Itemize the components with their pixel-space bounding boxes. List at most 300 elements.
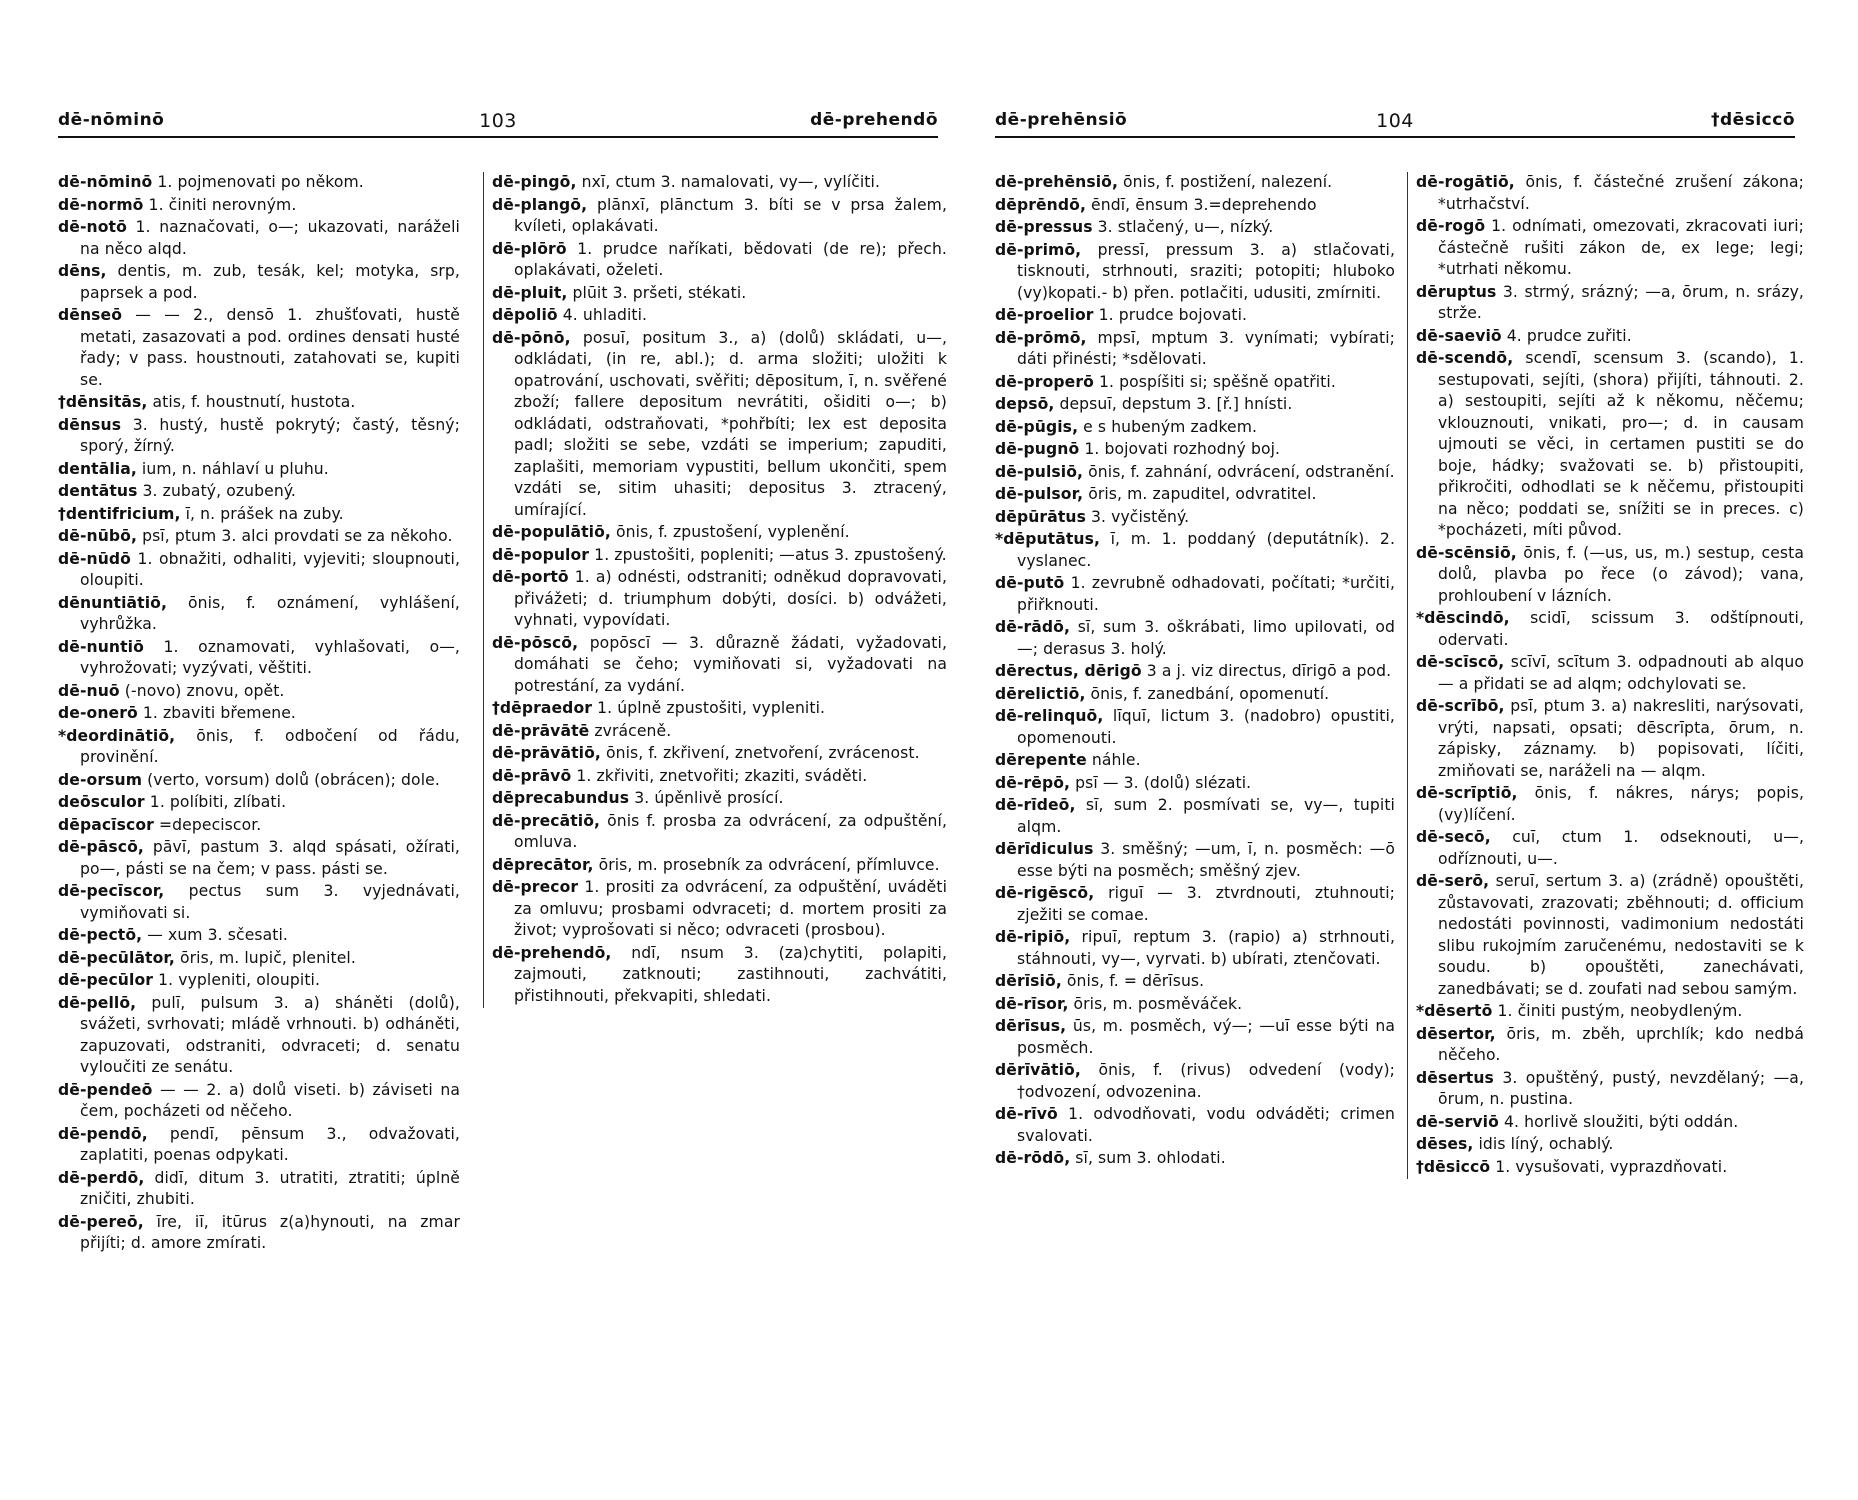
entry-headword: *dēsertō — [1416, 1002, 1493, 1020]
dictionary-entry — [995, 994, 1395, 1016]
entry-definition: ōnis, f. = dērīsus. — [1066, 972, 1205, 990]
dictionary-entry — [58, 815, 460, 837]
entry-headword: dē-serviō — [1416, 1112, 1499, 1131]
entry-definition: — — 2. a) dolů viseti. b) záviseti na čem, pocházeti od něčeho. — [80, 1080, 460, 1120]
entry-headword: dē-pūgis, — [995, 417, 1079, 436]
entry-headword: dē-nōminō — [58, 173, 153, 191]
entry-definition: e s hubeným zadkem. — [1083, 417, 1258, 436]
entry-headword: dēruptus — [1416, 282, 1497, 301]
entry-definition: līquī, lictum 3. (nadobro) opustiti, opomenouti. — [1017, 707, 1395, 747]
dictionary-entry — [1416, 543, 1804, 608]
entry-headword: dērepente — [995, 751, 1087, 769]
entry-definition: pulī, pulsum 3. a) sháněti (dolů), svážeti, svrhovati; mládě vrhnouti. b) odháněti, zapuzovati, odstraniti, odvraceti; d. senatu vyloučiti ze senátu. — [80, 993, 460, 1076]
column — [995, 172, 1395, 1171]
entry-headword: dē-populātiō, — [492, 523, 611, 541]
dictionary-entry — [58, 1168, 460, 1211]
entry-definition: (verto, vorsum) dolů (obrácen); dole. — [147, 770, 440, 789]
dictionary-entry — [492, 195, 947, 238]
entry-headword: dē-pecīscor, — [58, 882, 165, 900]
entry-headword: dē-plōrō — [492, 239, 567, 258]
dictionary-entry — [492, 788, 947, 810]
dictionary-entry — [58, 703, 460, 725]
page-header — [58, 110, 938, 138]
dictionary-entry — [995, 617, 1395, 660]
entry-definition: 1. zevrubně odhadovati, počítati; *určiti, přiřknouti. — [1017, 574, 1396, 614]
entry-definition: 1. vypleniti, oloupiti. — [158, 971, 321, 989]
dictionary-entry — [492, 239, 947, 282]
entry-headword: dē-prāvātē — [492, 721, 590, 740]
dictionary-entry — [995, 1148, 1395, 1170]
entry-headword: dērīsus, — [995, 1017, 1067, 1035]
dictionary-entry — [492, 305, 947, 327]
dictionary-entry — [492, 567, 947, 632]
entry-headword: dē-perdō, — [58, 1168, 145, 1187]
dictionary-entry — [995, 927, 1395, 970]
entry-definition: 1. vysušovati, vyprazdňovati. — [1495, 1157, 1728, 1176]
dictionary-entry — [58, 792, 460, 814]
entry-headword: dērectus, dērigō — [995, 662, 1142, 680]
entry-headword: dēses, — [1416, 1135, 1474, 1153]
entry-definition: 3. stlačený, u—, nízký. — [1097, 218, 1274, 236]
dictionary-entry — [58, 549, 460, 592]
entry-headword: dē-nuntiō — [58, 637, 144, 656]
dictionary-entry — [58, 305, 460, 391]
column — [1407, 172, 1804, 1179]
dictionary-entry — [1416, 652, 1804, 695]
entry-headword: dēpūrātus — [995, 507, 1086, 526]
entry-headword: dē-pressus — [995, 218, 1093, 236]
entry-definition: ōnis, f. zahnání, odvrácení, odstranění. — [1088, 462, 1395, 481]
dictionary-entry — [58, 172, 460, 194]
dictionary-entry — [492, 943, 947, 1008]
dictionary-entry — [492, 721, 947, 743]
entry-headword: dē-populor — [492, 545, 590, 564]
dictionary-entry — [1416, 216, 1804, 281]
dictionary-entry — [58, 415, 460, 458]
entry-definition: 1. zkřiviti, znetvořiti; zkaziti, sváděti. — [576, 766, 868, 785]
entry-definition: pectus sum 3. vyjednávati, vymiňovati si. — [80, 882, 460, 922]
entry-definition: =depeciscor. — [159, 815, 262, 834]
entry-headword: dē-portō — [492, 568, 569, 586]
dictionary-entry — [995, 240, 1395, 305]
entry-definition: ōnis, f. zkřivení, znetvoření, zvrácenost. — [605, 744, 920, 762]
dictionary-entry — [995, 328, 1395, 371]
dictionary-entry — [995, 1104, 1395, 1147]
header-guide-word-left: dē-nōminō — [58, 110, 165, 130]
entry-definition: plūit 3. pršeti, stékati. — [572, 283, 747, 302]
entry-headword: dē-pecūlātor, — [58, 948, 175, 967]
entry-definition: īre, iī, itūrus z(a)hynouti, na zmar přijíti; d. amore zmírati. — [80, 1212, 461, 1252]
entry-headword: †dēnsitās, — [58, 393, 148, 411]
dictionary-entry — [58, 392, 460, 414]
entry-headword: dē-prāvātiō, — [492, 744, 601, 762]
dictionary-entry — [1416, 1001, 1804, 1023]
entry-headword: dē-prehendō, — [492, 943, 612, 962]
entry-definition: idis líný, ochablý. — [1478, 1135, 1614, 1153]
entry-definition: zvráceně. — [594, 721, 672, 740]
entry-headword: dē-properō — [995, 372, 1094, 391]
entry-headword: dē-rēpō, — [995, 773, 1071, 792]
entry-headword: dē-normō — [58, 195, 144, 214]
header-guide-word-right: dē-prehendō — [810, 110, 938, 130]
entry-definition: scendī, scensum 3. (scando), 1. sestupovati, sejíti, (shora) přijíti, táhnouti. 2. a) sestoupiti, sejíti až k někomu, něčemu; vklouznouti, vnikati, pro—; d. in causam ujmouti se věci, in certamen pustiti se do boje, hádky; svažovati se. b) přistoupiti, přikročiti, odhodlati se k něčemu, přistoupiti na něco; poddati se, snížiti se in preces. c) *pocházeti, míti původ. — [1438, 349, 1804, 539]
dictionary-entry — [1416, 827, 1804, 870]
entry-headword: †dēpraedor — [492, 699, 593, 717]
entry-headword: *dēscindō, — [1416, 609, 1510, 627]
dictionary-entry — [58, 925, 460, 947]
dictionary-entry — [58, 217, 460, 260]
entry-headword: †dēsiccō — [1416, 1157, 1491, 1176]
entry-headword: dēns, — [58, 262, 107, 280]
entry-headword: dē-pāscō, — [58, 838, 144, 856]
dictionary-entry — [995, 684, 1395, 706]
dictionary-entry — [1416, 871, 1804, 1000]
entry-definition: 1. prositi za odvrácení, za odpuštění, uváděti za omluvu; prosbami odvraceti; d. mortem prositi za život; vyprošovati si něco; odvraceti (prosbou). — [514, 878, 948, 939]
entry-definition: scīvī, scītum 3. odpadnouti ab alquo — a přidati se ad alqm; odchylovati se. — [1438, 653, 1804, 693]
entry-definition: 1. odnímati, omezovati, zkracovati iuri; částečně rušiti zákon de, ex lege; legi; *utrhati někomu. — [1438, 217, 1804, 278]
dictionary-entry — [995, 573, 1395, 616]
entry-headword: dē-rogō — [1416, 217, 1486, 235]
entry-definition: 1. pojmenovati po někom. — [157, 173, 364, 191]
entry-headword: dē-pluit, — [492, 283, 568, 302]
entry-headword: †dentifricium, — [58, 504, 181, 523]
dictionary-entry — [58, 526, 460, 548]
entry-headword: de-orsum — [58, 770, 143, 789]
entry-definition: depsuī, depstum 3. [ř.] hnísti. — [1059, 395, 1293, 413]
entry-definition: popōscī — 3. důrazně žádati, vyžadovati, domáhati se čeho; vymiňovati si, vyžadovati na potrestání, za vydání. — [514, 633, 948, 695]
dictionary-entry — [995, 773, 1395, 795]
dictionary-entry — [995, 1060, 1395, 1103]
entry-headword: dēpoliō — [492, 306, 558, 324]
header-guide-word-right: †dēsiccō — [1711, 110, 1795, 130]
dictionary-entry — [995, 839, 1395, 882]
entry-headword: dē-pulsiō, — [995, 462, 1084, 481]
entry-definition: ōnis, f. odbočení od řádu, provinění. — [80, 726, 460, 766]
dictionary-entry — [58, 481, 460, 503]
entry-headword: dē-precor — [492, 878, 579, 896]
entry-definition: ōnis, f. oznámení, vyhlášení, vyhrůžka. — [80, 593, 460, 633]
dictionary-entry — [995, 372, 1395, 394]
entry-definition: pressī, pressum 3. a) stlačovati, tisknouti, strhnouti, sraziti; potopiti; hluboko (vy)kopati.- b) přen. potlačiti, udusiti, zmírniti. — [1017, 240, 1396, 302]
dictionary-entry — [58, 881, 460, 924]
page-number: 104 — [1376, 110, 1414, 132]
entry-definition: ōris, m. posměváček. — [1073, 994, 1243, 1013]
entry-headword: dē-notō — [58, 218, 127, 236]
entry-headword: dē-precātiō, — [492, 811, 601, 830]
entry-definition: 1. prudce bojovati. — [1098, 306, 1248, 324]
entry-definition: nxī, ctum 3. namalovati, vy—, vylíčiti. — [581, 173, 881, 191]
entry-definition: pendī, pēnsum 3., odvažovati, zaplatiti, poenas odpykati. — [80, 1124, 460, 1164]
entry-definition: 3. směšný; —um, ī, n. posměch: —ō esse býti na posměch; směšný zjev. — [1017, 840, 1396, 880]
dictionary-entry — [58, 637, 460, 680]
dictionary-entry — [1416, 1134, 1804, 1156]
entry-definition: 1. políbiti, zlíbati. — [149, 793, 287, 811]
dictionary-entry — [492, 328, 947, 522]
entry-definition: ōnis, f. nákres, nárys; popis, (vy)líčení. — [1438, 784, 1804, 824]
dictionary-entry — [1416, 282, 1804, 325]
entry-definition: cuī, ctum 1. odseknouti, u—, odříznouti, u—. — [1438, 828, 1805, 868]
entry-headword: depsō, — [995, 395, 1055, 413]
dictionary-entry — [492, 855, 947, 877]
entry-headword: dēnsus — [58, 415, 122, 434]
entry-definition: 1. odvodňovati, vodu odváděti; crimen svalovati. — [1017, 1105, 1395, 1145]
dictionary-entry — [995, 750, 1395, 772]
dictionary-entry — [1416, 348, 1804, 542]
dictionary-entry — [995, 661, 1395, 683]
dictionary-entry — [58, 459, 460, 481]
entry-headword: dē-pugnō — [995, 440, 1080, 458]
entry-headword: dē-rīdeō, — [995, 796, 1076, 814]
entry-definition: 3. vyčistěný. — [1091, 507, 1190, 526]
entry-definition: 1. činiti nerovným. — [148, 195, 297, 214]
entry-definition: 1. zbaviti břemene. — [142, 704, 296, 722]
entry-definition: psī — 3. (dolů) slézati. — [1075, 773, 1252, 792]
dictionary-entry — [1416, 326, 1804, 348]
entry-definition: 1. oznamovati, vyhlašovati, o—, vyhrožovati; vyzývati, věštiti. — [80, 637, 460, 677]
dictionary-entry — [995, 305, 1395, 327]
dictionary-entry — [58, 837, 460, 880]
dictionary-entry — [492, 172, 947, 194]
entry-definition: 4. horlivě sloužiti, býti oddán. — [1503, 1112, 1739, 1131]
entry-headword: dē-rōdō, — [995, 1149, 1071, 1167]
entry-headword: *dēputātus, — [995, 530, 1100, 548]
entry-definition: 1. činiti pustým, neobydleným. — [1497, 1002, 1743, 1020]
dictionary-entry — [995, 1016, 1395, 1059]
dictionary-entry — [492, 283, 947, 305]
entry-definition: psī, ptum 3. alci provdati se za někoho. — [142, 527, 453, 545]
entry-headword: dē-pendeō — [58, 1080, 153, 1099]
entry-headword: dērīvātiō, — [995, 1061, 1081, 1079]
dictionary-entry — [995, 439, 1395, 461]
entry-definition: 4. prudce zuřiti. — [1506, 326, 1632, 345]
dictionary-entry — [58, 1080, 460, 1123]
entry-headword: dē-plangō, — [492, 195, 588, 214]
entry-definition: ōnis f. prosba za odvrácení, za odpuštění, omluva. — [514, 811, 947, 851]
page-number: 103 — [479, 110, 517, 132]
entry-definition: plānxī, plānctum 3. bíti se v prsa žalem, kvíleti, oplakávati. — [514, 195, 947, 235]
entry-definition: psī, ptum 3. a) nakresliti, narýsovati, vrýti, napsati, opsati; dēscrīpta, ōrum, n. zápisky, záznamy. b) popisovati, líčiti, zmiňovati se, naráželi na — alqm. — [1438, 697, 1804, 780]
entry-headword: dē-rigēscō, — [995, 884, 1095, 902]
entry-definition: (-novo) znovu, opět. — [124, 681, 285, 700]
entry-definition: 1. naznačovati, o—; ukazovati, naráželi na něco alqd. — [80, 218, 460, 258]
entry-headword: dēnseō — [58, 306, 123, 324]
entry-headword: dē-rīsor, — [995, 994, 1069, 1013]
entry-headword: dē-pōnō, — [492, 328, 571, 347]
entry-headword: dēsertus — [1416, 1068, 1494, 1087]
dictionary-entry — [1416, 783, 1804, 826]
dictionary-entry — [995, 883, 1395, 926]
dictionary-entry — [995, 394, 1395, 416]
dictionary-entry — [995, 971, 1395, 993]
entry-definition: posuī, positum 3., a) (dolů) skládati, u—, odkládati, (in re, abl.); d. arma složiti; uložiti k opatrování, uschovati, svěřiti; dēpositum, ī, n. svěřené zboží; fallere depositum nevrátiti, ošiditi o—; b) odkládati, odstraňovati, *pohřbíti; lex est deposita padl; složiti se sebe, vzdáti se imperium; zapuditi, zaplašiti, memoriam vypustiti, bellum ukončiti, spem vzdáti se, sitim uhasiti; depositus 3. ztracený, umírající. — [514, 328, 948, 519]
entry-definition: 3 a j. viz directus, dīrigō a pod. — [1146, 662, 1392, 680]
dictionary-entry — [492, 743, 947, 765]
dictionary-entry — [492, 877, 947, 942]
entry-definition: ōris, m. zapuditel, odvratitel. — [1088, 485, 1317, 503]
dictionary-entry — [58, 593, 460, 636]
dictionary-entry — [995, 795, 1395, 838]
entry-headword: dē-secō, — [1416, 828, 1491, 846]
dictionary-entry — [58, 726, 460, 769]
entry-definition: didī, ditum 3. utratiti, ztratiti; úplně zničiti, zhubiti. — [80, 1168, 460, 1208]
entry-headword: dē-ripiō, — [995, 928, 1071, 946]
entry-definition: riguī — 3. ztvrdnouti, ztuhnouti; zježiti se comae. — [1017, 884, 1395, 924]
entry-headword: dē-pendō, — [58, 1124, 148, 1143]
entry-definition: ōnis, f. zpustošení, vyplenění. — [616, 523, 850, 541]
entry-definition: — — 2., densō 1. zhušťovati, hustě metati, zasazovati a pod. ordines densati husté řady; v pass. houstnouti, zatahovati se, kupiti se. — [80, 306, 460, 389]
entry-headword: dē-pecūlor — [58, 971, 154, 989]
entry-definition: seruī, sertum 3. a) (zrádně) opouštěti, zůstavovati, zrazovati; zběhnouti; d. officium nedostáti povinnosti, vadimonium nedostáti slibu rukojmím zaručenému, nedostaviti se k soudu. b) opouštěti, zanechávati, zanedbávati; se d. zoufati nad sebou samým. — [1438, 872, 1804, 998]
entry-definition: sī, sum 3. ohlodati. — [1075, 1149, 1226, 1167]
entry-definition: — xum 3. sčesati. — [147, 926, 288, 944]
dictionary-entry — [492, 811, 947, 854]
entry-definition: ium, n. náhlaví u pluhu. — [141, 459, 329, 478]
entry-headword: dērīsiō, — [995, 972, 1062, 990]
dictionary-entry — [1416, 1024, 1804, 1067]
entry-headword: dēnuntiātiō, — [58, 593, 168, 612]
entry-headword: dēprecabundus — [492, 789, 630, 807]
dictionary-entry — [995, 172, 1395, 194]
column — [58, 172, 460, 1256]
dictionary-entry — [58, 1124, 460, 1167]
entry-headword: dēprecātor, — [492, 855, 594, 874]
entry-definition: náhle. — [1091, 751, 1141, 769]
dictionary-entry — [492, 522, 947, 544]
entry-definition: mpsī, mptum 3. vynímati; vybírati; dáti přinésti; *sdělovati. — [1017, 328, 1396, 368]
page-left — [58, 0, 948, 1500]
entry-definition: ōnis, f. (—us, us, m.) sestup, cesta dolů, plavba po řece (o závod); vana, prohloubení v lázních. — [1438, 543, 1804, 605]
entry-definition: ōnis, f. (rivus) odvedení (vody); †odvození, odvozenina. — [1017, 1061, 1395, 1101]
entry-headword: dē-rīvō — [995, 1105, 1058, 1123]
entry-definition: ī, n. prášek na zuby. — [185, 504, 344, 523]
entry-definition: ōris, m. prosebník za odvrácení, přímluvce. — [598, 855, 940, 874]
entry-definition: 3. úpěnlivě prosící. — [634, 789, 784, 807]
entry-headword: dē-nūdō — [58, 549, 131, 568]
entry-definition: ōnis, f. postižení, nalezení. — [1123, 173, 1333, 191]
entry-definition: ndī, nsum 3. (za)chytiti, polapiti, zajmouti, zatknouti; zastihnouti, zachvátiti, přistihnouti, překvapiti, shledati. — [514, 943, 947, 1005]
entry-headword: dē-saeviō — [1416, 326, 1502, 345]
entry-definition: ōris, m. lupič, plenitel. — [180, 948, 356, 967]
entry-headword: dē-prehēnsiō, — [995, 173, 1118, 191]
entry-definition: sī, sum 2. posmívati se, vy—, tupiti alqm. — [1017, 796, 1395, 836]
entry-headword: dē-scrībō, — [1416, 697, 1505, 715]
entry-definition: atis, f. houstnutí, hustota. — [152, 393, 356, 411]
entry-headword: dē-scrīptiō, — [1416, 784, 1518, 802]
entry-definition: 3. opuštěný, pustý, nevzdělaný; —a, ōrum, n. pustina. — [1438, 1068, 1805, 1108]
entry-headword: dē-scēnsiō, — [1416, 543, 1517, 562]
header-guide-word-left: dē-prehēnsiō — [995, 110, 1128, 130]
dictionary-entry — [492, 633, 947, 698]
dictionary-entry — [1416, 1157, 1804, 1179]
entry-definition: 1. a) odnésti, odstraniti; odněkud dopravovati, přivážeti; d. triumphum dobýti, dosíci. b) odvážeti, vyhnati, vypovídati. — [514, 568, 948, 629]
entry-definition: sī, sum 3. oškrábati, limo upilovati, od—; derasus 3. holý. — [1017, 618, 1395, 658]
dictionary-entry — [58, 993, 460, 1079]
entry-headword: dē-relinquō, — [995, 707, 1104, 725]
dictionary-entry — [1416, 1068, 1804, 1111]
entry-definition: ripuī, reptum 3. (rapio) a) strhnouti, stáhnouti, vy—, vyrvati. b) ubírati, ztenčovati. — [1017, 928, 1395, 968]
entry-headword: dē-prāvō — [492, 766, 572, 785]
entry-definition: ī, m. 1. poddaný (deputátník). 2. vyslanec. — [1017, 530, 1396, 570]
dictionary-entry — [1416, 172, 1804, 215]
entry-headword: dērelictiō, — [995, 684, 1086, 703]
entry-headword: dē-rogātiō, — [1416, 173, 1515, 191]
dictionary-entry — [995, 529, 1395, 572]
entry-definition: 1. pospíšiti si; spěšně opatřiti. — [1098, 372, 1336, 391]
entry-headword: dē-pōscō, — [492, 633, 579, 652]
dictionary-entry — [58, 1212, 460, 1255]
entry-definition: ōris, m. zběh, uprchlík; kdo nedbá něčeho. — [1438, 1024, 1804, 1064]
entry-headword: dē-primō, — [995, 240, 1082, 259]
dictionary-entry — [995, 706, 1395, 749]
entry-headword: dē-pereō, — [58, 1212, 144, 1231]
dictionary-entry — [58, 681, 460, 703]
entry-headword: dēsertor, — [1416, 1024, 1496, 1043]
dictionary-entry — [58, 970, 460, 992]
entry-definition: 1. obnažiti, odhaliti, vyjeviti; sloupnouti, oloupiti. — [80, 549, 460, 589]
dictionary-entry — [1416, 1112, 1804, 1134]
entry-headword: dē-nūbō, — [58, 527, 138, 545]
dictionary-entry — [492, 545, 947, 567]
entry-headword: dē-pingō, — [492, 173, 577, 191]
dictionary-entry — [995, 507, 1395, 529]
dictionary-entry — [1416, 696, 1804, 782]
dictionary-entry — [995, 462, 1395, 484]
dictionary-entry — [995, 195, 1395, 217]
entry-definition: 1. zpustošiti, popleniti; —atus 3. zpustošený. — [594, 545, 947, 564]
entry-definition: 1. bojovati rozhodný boj. — [1084, 440, 1281, 458]
entry-definition: 3. zubatý, ozubený. — [142, 482, 296, 500]
dictionary-entry — [58, 261, 460, 304]
entry-definition: ōnis, f. zanedbání, opomenutí. — [1090, 684, 1330, 703]
dictionary-entry — [58, 948, 460, 970]
entry-definition: 3. strmý, srázný; —a, ōrum, n. srázy, strže. — [1438, 282, 1804, 322]
entry-headword: dē-scīscō, — [1416, 653, 1505, 671]
entry-headword: dentālia, — [58, 459, 137, 478]
entry-headword: dē-proelior — [995, 306, 1094, 324]
entry-definition: 3. hustý, hustě pokrytý; častý, těsný; sporý, žírný. — [80, 415, 460, 455]
page-header — [995, 110, 1795, 138]
dictionary-entry — [58, 195, 460, 217]
entry-headword: dē-pulsor, — [995, 485, 1084, 503]
entry-definition: ōnis, f. částečné zrušení zákona; *utrhačství. — [1438, 173, 1804, 213]
entry-definition: scidī, scissum 3. odštípnouti, odervati. — [1438, 609, 1804, 649]
entry-headword: dē-rādō, — [995, 618, 1071, 636]
entry-headword: deōsculor — [58, 793, 145, 811]
entry-definition: dentis, m. zub, tesák, kel; motyka, srp, paprsek a pod. — [80, 262, 460, 302]
entry-headword: dē-scendō, — [1416, 349, 1514, 367]
dictionary-entry — [58, 770, 460, 792]
entry-definition: 1. úplně zpustošiti, vypleniti. — [597, 699, 826, 717]
entry-headword: dēpacīscor — [58, 815, 154, 834]
page-right — [995, 0, 1805, 1500]
dictionary-entry — [995, 217, 1395, 239]
dictionary-entry — [995, 484, 1395, 506]
entry-headword: dentātus — [58, 482, 138, 500]
entry-headword: dē-putō — [995, 574, 1065, 592]
dictionary-entry — [58, 504, 460, 526]
entry-headword: dē-pellō, — [58, 993, 137, 1012]
entry-headword: dē-pectō, — [58, 926, 143, 944]
entry-definition: 1. prudce naříkati, bědovati (de re); přech. oplakávati, oželeti. — [514, 239, 947, 279]
entry-definition: pāvī, pastum 3. alqd spásati, ožírati, po—, pásti se na čem; v pass. pásti se. — [80, 838, 460, 878]
entry-headword: dēprēndō, — [995, 195, 1086, 214]
dictionary-entry — [995, 417, 1395, 439]
dictionary-entry — [492, 766, 947, 788]
dictionary-entry — [492, 698, 947, 720]
entry-definition: 4. uhladiti. — [562, 306, 648, 324]
entry-headword: *deordinātiō, — [58, 726, 176, 745]
entry-headword: dērīdiculus — [995, 840, 1094, 858]
